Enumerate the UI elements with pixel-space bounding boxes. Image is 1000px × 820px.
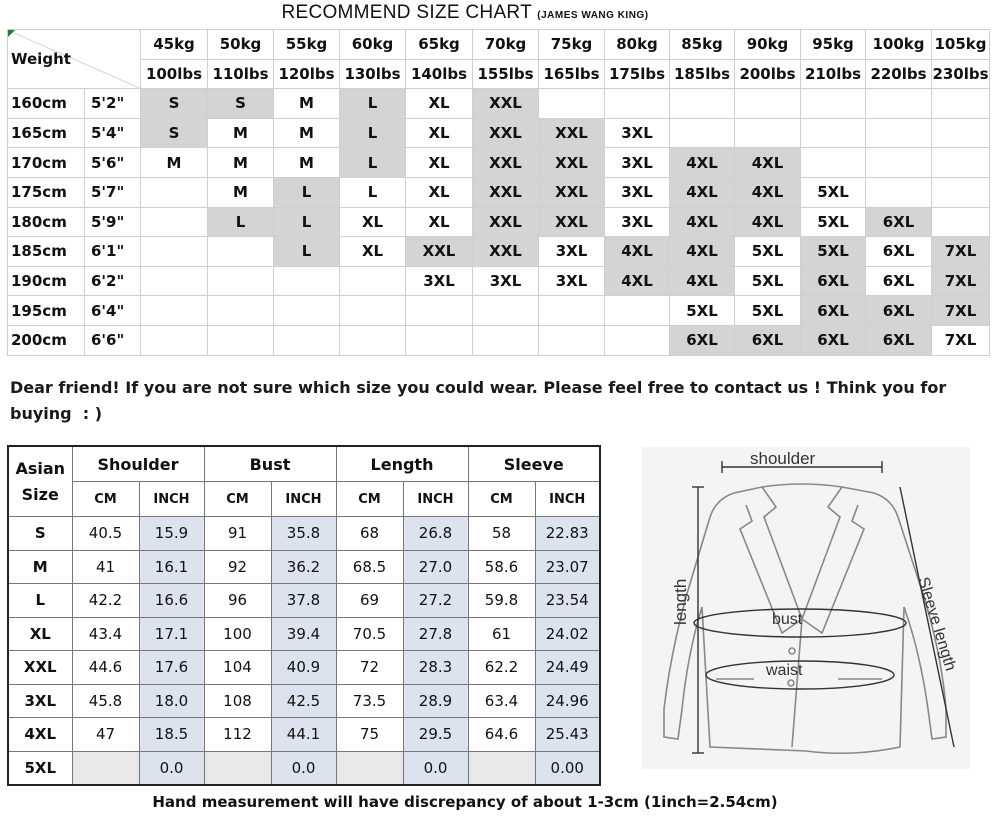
weight-lbs-header: 120lbs: [274, 59, 340, 89]
inch-value: 36.2: [271, 550, 336, 584]
cm-unit-header: CM: [204, 482, 271, 517]
cm-value: 47: [72, 718, 139, 752]
weight-lbs-header: 220lbs: [866, 59, 932, 89]
weight-kg-header: 65kg: [406, 30, 473, 60]
size-cell: L: [274, 177, 340, 207]
inch-value: 18.5: [139, 718, 204, 752]
measure-group-header: Length: [336, 446, 468, 482]
chart-title-brand: (JAMES WANG KING): [537, 10, 649, 21]
inch-value: 0.00: [535, 751, 600, 785]
size-cell: M: [208, 148, 274, 178]
size-cell: 3XL: [605, 118, 670, 148]
cm-value: 68: [336, 517, 403, 551]
size-cell: [605, 89, 670, 119]
size-cell: [605, 325, 670, 355]
size-cell: 5XL: [735, 266, 801, 296]
cm-unit-header: CM: [336, 482, 403, 517]
size-cell: 3XL: [539, 266, 605, 296]
measurement-table: [7, 445, 601, 786]
inch-value: 35.8: [271, 517, 336, 551]
size-cell: 4XL: [735, 177, 801, 207]
size-cell: 3XL: [605, 148, 670, 178]
size-cell: XL: [340, 237, 406, 267]
inch-value: 0.0: [271, 751, 336, 785]
size-cell: L: [208, 207, 274, 237]
weight-kg-header: 60kg: [340, 30, 406, 60]
inch-value: 16.6: [139, 584, 204, 618]
weight-kg-header: 55kg: [274, 30, 340, 60]
size-cell: 5XL: [735, 237, 801, 267]
size-cell: M: [274, 89, 340, 119]
height-ft: 6'6": [85, 325, 141, 355]
height-row: [8, 207, 990, 237]
inch-value: 26.8: [403, 517, 468, 551]
size-cell: 5XL: [801, 177, 866, 207]
size-cell: 6XL: [866, 325, 932, 355]
asian-size-header-line2: Size: [21, 484, 59, 504]
size-cell: L: [340, 89, 406, 119]
size-cell: 6XL: [801, 296, 866, 326]
height-ft: 5'9": [85, 207, 141, 237]
size-cell: [670, 89, 735, 119]
cm-value: 96: [204, 584, 271, 618]
weight-lbs-header: 175lbs: [605, 59, 670, 89]
weight-lbs-header: 110lbs: [208, 59, 274, 89]
weight-kg-header: 100kg: [866, 30, 932, 60]
size-cell: XXL: [539, 118, 605, 148]
inch-value: 17.1: [139, 617, 204, 651]
size-cell: 3XL: [605, 177, 670, 207]
inch-value: 37.8: [271, 584, 336, 618]
cm-value: 64.6: [468, 718, 535, 752]
cm-value: 73.5: [336, 684, 403, 718]
inch-value: 27.2: [403, 584, 468, 618]
size-cell: XXL: [406, 237, 473, 267]
asian-size-header: [8, 446, 72, 517]
size-cell: [208, 296, 274, 326]
size-cell: [539, 296, 605, 326]
size-cell: [932, 207, 990, 237]
size-cell: 4XL: [605, 266, 670, 296]
size-cell: L: [340, 148, 406, 178]
size-cell: 7XL: [932, 325, 990, 355]
sleeve-length-label: Sleeve length: [914, 575, 959, 673]
size-cell: 6XL: [866, 296, 932, 326]
size-cell: [340, 296, 406, 326]
inch-value: 16.1: [139, 550, 204, 584]
size-cell: XXL: [473, 177, 539, 207]
cm-value: 61: [468, 617, 535, 651]
size-cell: [340, 266, 406, 296]
inch-value: 24.02: [535, 617, 600, 651]
size-cell: XL: [406, 118, 473, 148]
weight-kg-header: 70kg: [473, 30, 539, 60]
measurement-disclaimer: Hand measurement will have discrepancy of about 1-3cm (1inch=2.54cm): [152, 793, 778, 811]
size-cell: [801, 89, 866, 119]
size-cell: [866, 118, 932, 148]
size-cell: XL: [406, 207, 473, 237]
size-cell: 5XL: [801, 237, 866, 267]
inch-value: 24.49: [535, 651, 600, 685]
size-cell: 3XL: [406, 266, 473, 296]
size-cell: M: [208, 118, 274, 148]
height-row: [8, 325, 990, 355]
measure-row: [8, 718, 600, 752]
asian-size: 4XL: [8, 718, 72, 752]
size-cell: XXL: [473, 89, 539, 119]
size-cell: 4XL: [670, 148, 735, 178]
size-cell: 3XL: [539, 237, 605, 267]
corner-weight-label: Weight: [11, 50, 71, 69]
size-cell: XXL: [473, 118, 539, 148]
inch-value: 39.4: [271, 617, 336, 651]
weight-lbs-header: 140lbs: [406, 59, 473, 89]
inch-value: 25.43: [535, 718, 600, 752]
height-cm: 175cm: [8, 177, 85, 207]
cm-value: 43.4: [72, 617, 139, 651]
size-cell: XXL: [473, 148, 539, 178]
cm-value: 72: [336, 651, 403, 685]
weight-lbs-header: 100lbs: [141, 59, 208, 89]
size-cell: 7XL: [932, 296, 990, 326]
size-cell: [274, 266, 340, 296]
size-cell: M: [208, 177, 274, 207]
height-ft: 6'1": [85, 237, 141, 267]
measure-group-header: Sleeve: [468, 446, 600, 482]
height-row: [8, 148, 990, 178]
height-cm: 170cm: [8, 148, 85, 178]
height-ft: 5'4": [85, 118, 141, 148]
inch-unit-header: INCH: [403, 482, 468, 517]
height-ft: 5'2": [85, 89, 141, 119]
size-cell: [801, 118, 866, 148]
weight-kg-header: 50kg: [208, 30, 274, 60]
cm-value: 68.5: [336, 550, 403, 584]
measure-row: [8, 617, 600, 651]
inch-unit-header: INCH: [271, 482, 336, 517]
size-cell: [539, 325, 605, 355]
cm-value: 42.2: [72, 584, 139, 618]
size-cell: M: [274, 148, 340, 178]
height-row: [8, 177, 990, 207]
measure-group-header-row: [8, 446, 600, 482]
measure-row: [8, 550, 600, 584]
size-cell: 6XL: [866, 207, 932, 237]
weight-lbs-header: 130lbs: [340, 59, 406, 89]
size-cell: [932, 177, 990, 207]
measure-row: [8, 584, 600, 618]
height-cm: 180cm: [8, 207, 85, 237]
size-cell: [932, 89, 990, 119]
height-cm: 160cm: [8, 89, 85, 119]
weight-kg-header-row: [8, 30, 990, 60]
size-cell: L: [340, 177, 406, 207]
size-cell: [406, 296, 473, 326]
weight-lbs-header: 200lbs: [735, 59, 801, 89]
weight-lbs-header-row: [8, 59, 990, 89]
size-cell: [141, 325, 208, 355]
cm-value: 63.4: [468, 684, 535, 718]
cm-value: 108: [204, 684, 271, 718]
cm-unit-header: CM: [468, 482, 535, 517]
cm-value: [204, 751, 271, 785]
weight-kg-header: 105kg: [932, 30, 990, 60]
size-cell: 7XL: [932, 237, 990, 267]
cm-value: 92: [204, 550, 271, 584]
inch-value: 42.5: [271, 684, 336, 718]
asian-size: 3XL: [8, 684, 72, 718]
weight-lbs-header: 155lbs: [473, 59, 539, 89]
size-cell: [141, 296, 208, 326]
cm-value: [336, 751, 403, 785]
weight-lbs-header: 185lbs: [670, 59, 735, 89]
size-cell: 7XL: [932, 266, 990, 296]
contact-note: Dear friend! If you are not sure which size you could wear. Please feel free to contact us ! Think you for buying : ): [10, 378, 947, 423]
asian-size: XL: [8, 617, 72, 651]
unit-header-row: [8, 482, 600, 517]
asian-size: XXL: [8, 651, 72, 685]
size-cell: [801, 148, 866, 178]
corner-marker: [8, 30, 15, 37]
measure-row: [8, 684, 600, 718]
size-cell: 4XL: [735, 148, 801, 178]
height-row: [8, 118, 990, 148]
inch-value: 0.0: [403, 751, 468, 785]
asian-size: L: [8, 584, 72, 618]
waist-label: waist: [766, 662, 803, 679]
size-cell: 4XL: [670, 177, 735, 207]
size-cell: XL: [340, 207, 406, 237]
size-cell: S: [208, 89, 274, 119]
cm-value: 41: [72, 550, 139, 584]
recommend-size-table: [7, 29, 990, 356]
size-cell: [141, 207, 208, 237]
size-cell: [406, 325, 473, 355]
size-cell: XXL: [473, 237, 539, 267]
size-cell: [866, 89, 932, 119]
inch-value: 24.96: [535, 684, 600, 718]
size-cell: 3XL: [605, 207, 670, 237]
inch-value: 23.54: [535, 584, 600, 618]
size-cell: [208, 266, 274, 296]
inch-value: 27.0: [403, 550, 468, 584]
size-cell: [735, 118, 801, 148]
inch-unit-header: INCH: [139, 482, 204, 517]
size-cell: [735, 89, 801, 119]
cm-value: 44.6: [72, 651, 139, 685]
weight-kg-header: 85kg: [670, 30, 735, 60]
cm-unit-header: CM: [72, 482, 139, 517]
asian-size: M: [8, 550, 72, 584]
size-cell: [141, 177, 208, 207]
height-ft: 6'4": [85, 296, 141, 326]
inch-value: 28.9: [403, 684, 468, 718]
cm-value: 58.6: [468, 550, 535, 584]
size-cell: L: [340, 118, 406, 148]
size-cell: XXL: [539, 207, 605, 237]
cm-value: 104: [204, 651, 271, 685]
size-cell: 6XL: [866, 266, 932, 296]
cm-value: [72, 751, 139, 785]
asian-size-header-line1: Asian: [15, 458, 66, 478]
height-row: [8, 266, 990, 296]
bust-label: bust: [772, 611, 803, 628]
weight-kg-header: 95kg: [801, 30, 866, 60]
size-cell: [473, 325, 539, 355]
size-cell: 4XL: [670, 266, 735, 296]
height-row: [8, 89, 990, 119]
weight-kg-header: 75kg: [539, 30, 605, 60]
size-cell: 6XL: [801, 325, 866, 355]
inch-value: 22.83: [535, 517, 600, 551]
inch-value: 23.07: [535, 550, 600, 584]
size-cell: XXL: [539, 148, 605, 178]
measure-row: [8, 651, 600, 685]
cm-value: 100: [204, 617, 271, 651]
height-cm: 185cm: [8, 237, 85, 267]
inch-value: 44.1: [271, 718, 336, 752]
size-cell: XL: [406, 177, 473, 207]
jacket-measurement-diagram: [642, 447, 970, 769]
size-cell: S: [141, 118, 208, 148]
height-ft: 5'6": [85, 148, 141, 178]
weight-lbs-header: 165lbs: [539, 59, 605, 89]
chart-title-main: RECOMMEND SIZE CHART: [281, 2, 532, 23]
inch-value: 17.6: [139, 651, 204, 685]
size-cell: L: [274, 237, 340, 267]
weight-kg-header: 90kg: [735, 30, 801, 60]
size-cell: 5XL: [735, 296, 801, 326]
cm-value: 112: [204, 718, 271, 752]
measure-row: [8, 517, 600, 551]
inch-value: 15.9: [139, 517, 204, 551]
size-cell: 4XL: [735, 207, 801, 237]
size-cell: XXL: [539, 177, 605, 207]
height-row: [8, 296, 990, 326]
size-cell: M: [141, 148, 208, 178]
inch-value: 29.5: [403, 718, 468, 752]
inch-value: 40.9: [271, 651, 336, 685]
size-cell: [274, 296, 340, 326]
size-cell: S: [141, 89, 208, 119]
cm-value: [468, 751, 535, 785]
inch-unit-header: INCH: [535, 482, 600, 517]
measure-row: [8, 751, 600, 785]
cm-value: 59.8: [468, 584, 535, 618]
size-cell: [141, 237, 208, 267]
cm-value: 40.5: [72, 517, 139, 551]
size-cell: 6XL: [866, 237, 932, 267]
measure-group-header: Shoulder: [72, 446, 204, 482]
inch-value: 0.0: [139, 751, 204, 785]
weight-kg-header: 45kg: [141, 30, 208, 60]
size-cell: 5XL: [670, 296, 735, 326]
asian-size: S: [8, 517, 72, 551]
size-cell: 4XL: [605, 237, 670, 267]
measure-group-header: Bust: [204, 446, 336, 482]
chart-title: [0, 2, 930, 28]
size-cell: M: [274, 118, 340, 148]
size-cell: [208, 237, 274, 267]
cm-value: 62.2: [468, 651, 535, 685]
height-cm: 195cm: [8, 296, 85, 326]
size-cell: [539, 89, 605, 119]
size-cell: [866, 148, 932, 178]
size-cell: 6XL: [735, 325, 801, 355]
size-cell: [141, 266, 208, 296]
weight-kg-header: 80kg: [605, 30, 670, 60]
inch-value: 28.3: [403, 651, 468, 685]
size-cell: 6XL: [670, 325, 735, 355]
size-cell: 4XL: [670, 237, 735, 267]
shoulder-label: shoulder: [750, 449, 816, 468]
size-cell: [605, 296, 670, 326]
cm-value: 70.5: [336, 617, 403, 651]
weight-lbs-header: 230lbs: [932, 59, 990, 89]
length-label: length: [671, 578, 690, 625]
cm-value: 58: [468, 517, 535, 551]
size-cell: [866, 177, 932, 207]
size-cell: [932, 118, 990, 148]
cm-value: 75: [336, 718, 403, 752]
size-cell: 4XL: [670, 207, 735, 237]
asian-size: 5XL: [8, 751, 72, 785]
inch-value: 27.8: [403, 617, 468, 651]
inch-value: 18.0: [139, 684, 204, 718]
cm-value: 91: [204, 517, 271, 551]
size-cell: 3XL: [473, 266, 539, 296]
size-cell: XXL: [473, 207, 539, 237]
size-cell: [670, 118, 735, 148]
height-row: [8, 237, 990, 267]
size-cell: XL: [406, 89, 473, 119]
size-cell: [932, 148, 990, 178]
size-cell: L: [274, 207, 340, 237]
height-ft: 5'7": [85, 177, 141, 207]
weight-lbs-header: 210lbs: [801, 59, 866, 89]
cm-value: 45.8: [72, 684, 139, 718]
size-cell: 5XL: [801, 207, 866, 237]
size-cell: [274, 325, 340, 355]
cm-value: 69: [336, 584, 403, 618]
size-cell: [208, 325, 274, 355]
height-cm: 165cm: [8, 118, 85, 148]
height-cm: 200cm: [8, 325, 85, 355]
weight-height-corner: [8, 30, 141, 89]
size-cell: [340, 325, 406, 355]
height-cm: 190cm: [8, 266, 85, 296]
size-cell: 6XL: [801, 266, 866, 296]
size-cell: [473, 296, 539, 326]
height-ft: 6'2": [85, 266, 141, 296]
size-cell: XL: [406, 148, 473, 178]
